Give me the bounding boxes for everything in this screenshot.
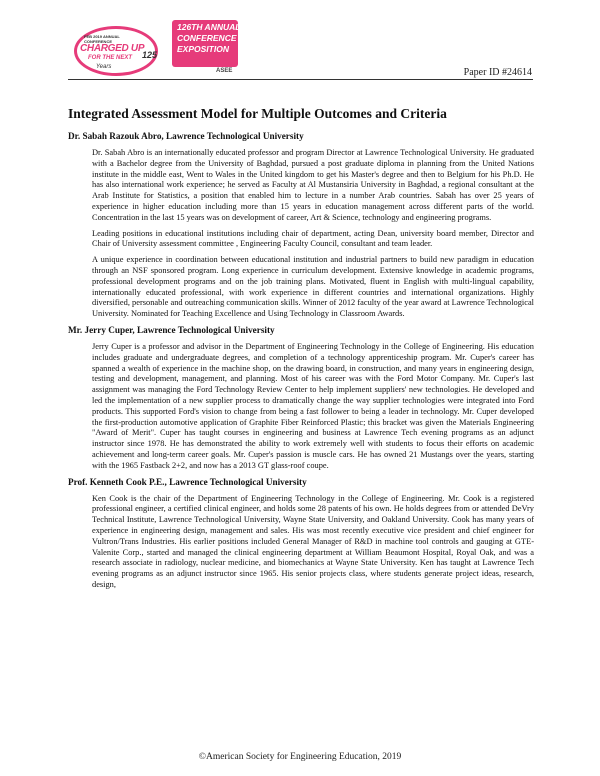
- logo-years-text: Years: [96, 64, 112, 70]
- paper-title: Integrated Assessment Model for Multiple Outcomes and Criteria: [68, 106, 447, 121]
- badge-line: CONFERENCE &: [177, 33, 246, 43]
- bio-paragraph: Leading positions in educational institutions including chair of department, acting Dean, university board member, Director and Chair of University assessment committee , Engineering Faculty Council, consultant and team leader.: [92, 228, 534, 249]
- logo-charged-text: CHARGED UP: [80, 43, 145, 54]
- charged-up-logo: [66, 22, 166, 76]
- paper-id: Paper ID #24614: [463, 67, 532, 78]
- bio-paragraph: Ken Cook is the chair of the Department of Engineering Technology in the College of Engineering. Mr. Cook is a registered professional engineer, a certified clinical engineer, and holds some 28 patents of his own. He holds degrees from or attended DeVry Technical Institute, Lawrence Technological University, Wayne State University, and Oakland University. Cook has many years of experience in engineering design, management and sales. His was most recently executive vice president and chief engineer for Vultron/Trans Industries. His earlier positions included General Manager of R&D in machine tool controls and gauging at GTE-Valenite Corp., started and managed the clinical engineering department at William Beaumont Hospital, Royal Oak, and was a research associate in radiology, nuclear medicine, and biomechanics at Wayne State University. Ken has taught at Lawrence Tech evening programs as an adjunct instructor since 1965. His senior projects class, where students generate project ideas, research, design,: [92, 493, 534, 589]
- badge-line: 126TH ANNUAL: [177, 22, 241, 32]
- author-bios: [68, 131, 534, 596]
- logo-number-text: 125: [142, 50, 158, 60]
- conference-logo: [66, 20, 246, 78]
- bio-paragraph: Jerry Cuper is a professor and advisor in the Department of Engineering Technology in the College of Engineering. His education includes graduate and undergraduate degrees, and completion of a technology apprenticeship program. Mr. Cuper's career has spanned a wealth of experience in the machine shop, on the drawing board, in construction, and many years in engineering design, testing and development, management, and planning. Most of his career was with the Ford Motor Company. Mr. Cuper's last assignment was managing the Ford Technology Review Center to help implement suppliers' new technologies. He developed and led the implementation of a new supplier process to dramatically change the way supplier technologies were integrated into Ford products. This supported Ford's vision to change from being a fast follower to being a leader in technology. Mr. Cuper developed the first-production automotive application of Graphite Fiber Reinforced Plastic; this bracket was given the Materials Engineering "Award of Merit". Cuper has taught courses in engineering and business at Lawrence Tech evening programs as an adjunct instructor since 1978. He has demonstrated the ability to work extremely well with students to focus their efforts on academic achievement and long-term career goals. Mr. Cuper's passion is muscle cars. He has owned 21 Mustangs over the years, starting with the 1965 Fastback 2+2, and now has a 2013 GT glass-roof coupe.: [92, 341, 534, 470]
- author-heading: Prof. Kenneth Cook P.E., Lawrence Technological University: [68, 476, 307, 487]
- bio-paragraph: Dr. Sabah Abro is an internationally educated professor and program Director at Lawrence Technological University. He graduated with a Bachelor degree from the University of Baghdad, pursued a post graduate diploma in planning from the United Nations institute in the middle east, Went to Wales in the United kingdom to get his Master's degree and then to Belgium for his Ph.D. He has also international work experience; he served as Faculty at Al Mustansiria University in Baghdad, a regional consultant at the Arab Institute for Statistics, a position that enabled him to lecture in a number Arab countries. Sabah has over 25 years of experience in higher education including more than 15 years in education management across different parts of the world. Concentration in the last 15 years was on development of career, Art & Science, technology and engineering programs.: [92, 148, 534, 222]
- badge-line: EXPOSITION: [177, 44, 229, 54]
- logo-small-text: FEB 2019 ANNUAL CONFERENCE: [84, 34, 120, 44]
- logo-next-text: FOR THE NEXT: [88, 55, 133, 61]
- author-heading: Dr. Sabah Razouk Abro, Lawrence Technological University: [68, 131, 304, 141]
- copyright-footer: ©American Society for Engineering Education, 2019: [198, 752, 402, 762]
- author-heading: Mr. Jerry Cuper, Lawrence Technological University: [68, 324, 275, 335]
- bio-paragraph: A unique experience in coordination between educational institution and industrial partners to build new paradigm in education through an NSF sponsored program. Long experience in curriculum development. Extensive knowledge in academic programs, professional development programs and on the job training plans. Motivated, fluent in English with multi-lingual capability, internationally educated professional, with work experience in different countries and international organizations. Highly diversified, personable and outreaching communication skills. Winner of 2012 faculty of the year award at Lawrence Technological University. Nominated for Teaching Excellence and Using Technology in Classroom Awards.: [92, 255, 534, 319]
- author-section: [68, 477, 534, 591]
- author-section: [68, 325, 534, 472]
- asee-logo-text: ASEE: [216, 68, 233, 74]
- author-section: [68, 131, 534, 320]
- conference-badge: [172, 20, 246, 67]
- header-divider: [68, 79, 533, 80]
